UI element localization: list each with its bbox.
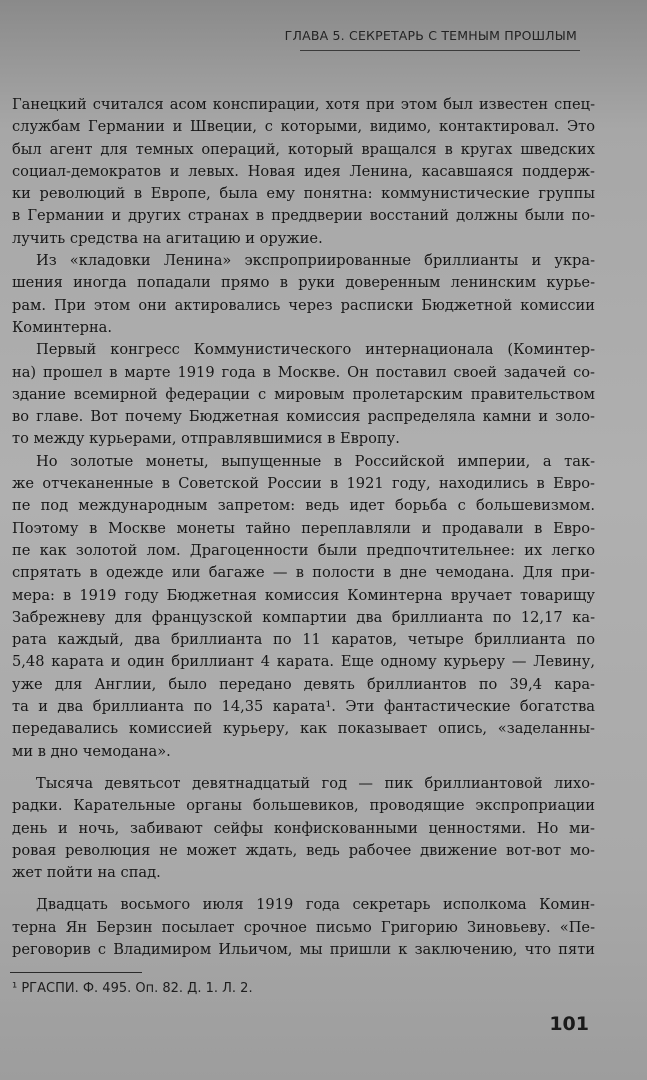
text-line: пе как золотой лом. Драгоценности были предпочтительнее: их легко xyxy=(12,541,595,559)
text-line: Тысяча девятьсот девятнадцатый год — пик бриллиантовой лихо- xyxy=(36,774,595,792)
page-number: 101 xyxy=(549,1013,589,1035)
text-line: Поэтому в Москве монеты тайно переплавляли и продавали в Евро- xyxy=(12,519,595,537)
footnote-rule xyxy=(10,972,142,973)
text-line: ми в дно чемодана». xyxy=(12,742,171,760)
text-line: реговорив с Владимиром Ильичом, мы пришли к заключению, что пяти xyxy=(12,940,595,958)
text-line: Ганецкий считался асом конспирации, хотя при этом был известен спец- xyxy=(12,96,595,113)
text-line: Первый конгресс Коммунистического интернационала (Коминтер- xyxy=(36,341,595,359)
text-line: передавались комиссией курьеру, как показывает опись, «заделанны- xyxy=(12,720,595,738)
text-line: Из «кладовки Ленина» экспроприированные бриллианты и укра- xyxy=(36,252,595,270)
text-line: здание всемирной федерации с мировым пролетарским правительством xyxy=(12,385,595,403)
text-line: в Германии и других странах в преддверии восстаний должны были по- xyxy=(12,207,595,225)
text-line: жет пойти на спад. xyxy=(12,864,161,882)
text-line: Забрежневу для французской компартии два бриллианта по 12,17 ка- xyxy=(12,608,595,626)
text-line: день и ночь, забивают сейфы конфискованными ценностями. Но ми- xyxy=(12,819,595,837)
text-line: рата каждый, два бриллианта по 11 каратов, четыре бриллианта по xyxy=(12,631,595,649)
text-line: Но золотые монеты, выпущенные в Российской империи, а так- xyxy=(36,452,595,470)
text-line: ки революций в Европе, была ему понятна: коммунистические группы xyxy=(12,185,595,203)
running-head-rule xyxy=(300,50,580,51)
paragraph xyxy=(12,94,595,250)
text-line: Двадцать восьмого июля 1919 года секретарь исполкома Комин- xyxy=(36,896,595,914)
text-line: на) прошел в марте 1919 года в Москве. Он поставил своей задачей со- xyxy=(12,363,595,381)
text-line: уже для Англии, было передано девять бриллиантов по 39,4 кара- xyxy=(12,675,595,693)
paragraph xyxy=(12,894,595,961)
text-line: пе под международным запретом: ведь идет борьба с большевизмом. xyxy=(12,497,595,515)
running-head: ГЛАВА 5. СЕКРЕТАРЬ С ТЕМНЫМ ПРОШЛЫМ xyxy=(284,28,577,43)
text-line: ровая революция не может ждать, ведь рабочее движение вот-вот мо- xyxy=(12,841,595,859)
text-line: службам Германии и Швеции, с которыми, видимо, контактировал. Это xyxy=(12,118,595,136)
text-line: во главе. Вот почему Бюджетная комиссия распределяла камни и золо- xyxy=(12,408,595,426)
paragraph xyxy=(12,773,595,884)
text-line: радки. Карательные органы большевиков, проводящие экспроприации xyxy=(12,797,595,815)
footnote: ¹ РГАСПИ. Ф. 495. Оп. 82. Д. 1. Л. 2. xyxy=(12,981,253,996)
text-line: 5,48 карата и один бриллиант 4 карата. Еще одному курьеру — Левину, xyxy=(12,653,595,671)
text-line: лучить средства на агитацию и оружие. xyxy=(12,229,323,247)
text-line: мера: в 1919 году Бюджетная комиссия Коминтерна вручает товарищу xyxy=(12,586,595,604)
text-line: то между курьерами, отправлявшимися в Европу. xyxy=(12,430,400,448)
paragraph xyxy=(12,339,595,450)
text-line: та и два бриллианта по 14,35 карата¹. Эти фантастические богатства xyxy=(12,698,595,716)
text-line: шения иногда попадали прямо в руки доверенным ленинским курье- xyxy=(12,274,595,292)
text-line: же отчеканенные в Советской России в 1921 году, находились в Евро- xyxy=(12,475,595,493)
text-line: был агент для темных операций, который вращался в кругах шведских xyxy=(12,140,595,158)
paragraph xyxy=(12,451,595,763)
body-text xyxy=(12,94,595,961)
text-line: социал-демократов и левых. Новая идея Ленина, касавшаяся поддерж- xyxy=(12,162,595,180)
text-line: терна Ян Берзин посылает срочное письмо Григорию Зиновьеву. «Пе- xyxy=(12,918,595,936)
text-line: рам. При этом они актировались через расписки Бюджетной комиссии xyxy=(12,296,595,314)
text-line: спрятать в одежде или багаже — в полости в дне чемодана. Для при- xyxy=(12,564,595,582)
paragraph xyxy=(12,250,595,339)
text-line: Коминтерна. xyxy=(12,318,113,336)
